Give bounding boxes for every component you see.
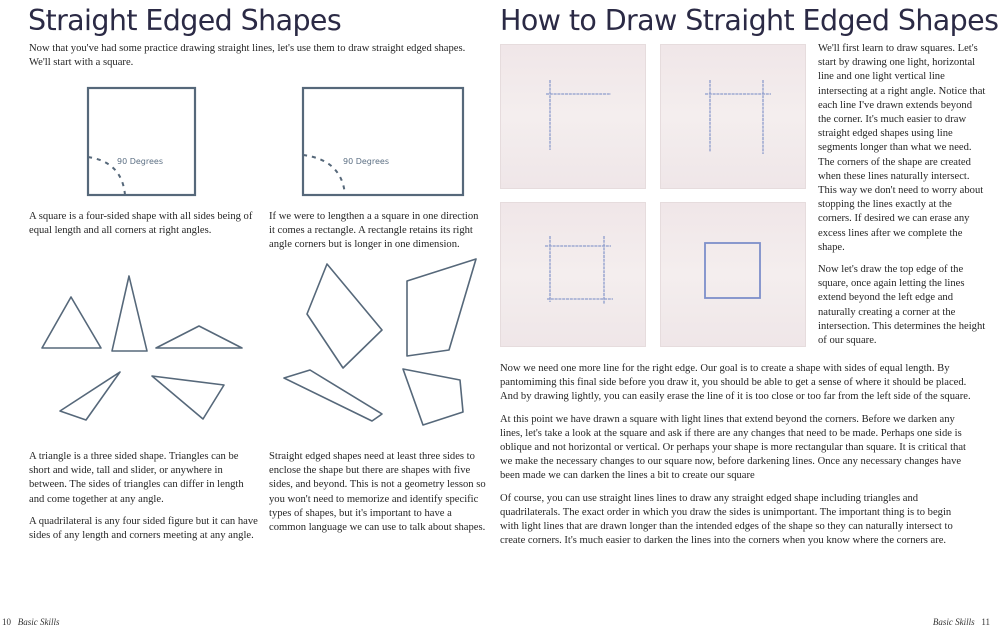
darkened-square-step-4: [660, 202, 806, 347]
quad-sliver: [284, 370, 382, 421]
equilateral-triangle: [42, 297, 101, 348]
pencil-lines-step-3: [500, 202, 646, 347]
pencil-lines-step-1: [500, 44, 646, 189]
obtuse-triangle: [152, 376, 224, 419]
wide-triangle: [156, 326, 242, 348]
sidebar-text: [818, 42, 986, 356]
triangle-caption-text: A triangle is a three sided shape. Triangles can be short and wide, tall and slider, or anywhere in between. The sides of triangles can differ in length and come together at any angle.: [29, 451, 244, 505]
square-caption-text: A square is a four-sided shape with all sides being of equal length and all corners at right angles.: [29, 211, 253, 237]
step-photo-1: [500, 44, 646, 189]
pencil-lines-step-2: [660, 44, 806, 189]
right-page-title: How to Draw Straight Edged Shapes: [500, 4, 999, 37]
section-name: Basic Skills: [932, 617, 975, 627]
step-photo-4: [660, 202, 806, 347]
shapes-caption: [269, 450, 491, 543]
shapes-caption-text: Straight edged shapes need at least three sides to enclose the shape but there are shapes with five sides, and beyond. This is not a geometry lesson so you won't need to memorize and identify specific types of shapes, but it's important to have a common language we can use to talk about shapes.: [269, 451, 486, 534]
quad-trapezoid: [407, 259, 476, 356]
quad-kite: [307, 264, 382, 368]
left-page-title: Straight Edged Shapes: [28, 4, 342, 37]
sidebar-paragraph: Now let's draw the top edge of the square, once again letting the lines extend beyond the left edge and naturally creating a corner at the intersection. This determines the height of our square.: [818, 264, 986, 347]
quadrilateral-caption-text: A quadrilateral is any four sided figure but it can have sides of any length and corners meeting at any angle.: [29, 515, 258, 542]
body-paragraph: At this point we have drawn a square with light lines that extend beyond the corners. Before we darken any lines, let's take a look at the square and ask if there are any changes that need to be made. Perhaps one side is oblique and not horizontal or vertical. Or perhaps your shape is more rectangular than square. It is critical that we make the necessary changes to our square now, before darkening lines. Once any necessary changes have been made we can darken the lines a bit to create our square: [500, 413, 966, 482]
triangles-diagram: [20, 250, 260, 440]
angle-label: 90 Degrees: [117, 157, 164, 166]
tall-triangle: [112, 276, 147, 351]
step-photo-2: [660, 44, 806, 189]
acute-triangle: [60, 372, 120, 420]
right-folio: [933, 617, 990, 627]
left-folio: [2, 617, 60, 627]
page-number: 10: [2, 617, 11, 627]
quad-irregular: [403, 369, 463, 425]
quadrilaterals-diagram: [260, 250, 495, 440]
triangle-quad-captions: [29, 450, 259, 551]
left-intro-text: [29, 42, 484, 78]
section-name: Basic Skills: [17, 617, 60, 627]
body-paragraph: Of course, you can use straight lines lines to draw any straight edged shape including triangles and quadrilaterals. The exact order in which you draw the sides is unimportant. The important thing is to begin with light lines that are drawn longer than the intended edges of the shape so they can naturally intersect to create corners. It's much easier to darken the lines into the corners when you know where the corners are.: [500, 492, 953, 547]
right-body-text: [500, 362, 972, 556]
step-photo-3: [500, 202, 646, 347]
rectangle-diagram: [301, 86, 466, 198]
rectangle-caption-text: If we were to lengthen a a square in one direction it comes a rectangle. A rectangle retains its right angle corners but is longer in one dimension.: [269, 211, 479, 251]
sidebar-paragraph: We'll first learn to draw squares. Let's start by drawing one light, horizontal line and one light vertical line intersecting at a right angle. Notice that each line I've drawn extends beyond the corner. It's much easier to draw straight edged shapes using line segments longer than what we need. The corners of the shape are created when these lines naturally intersect. This way we don't need to worry about stopping the lines exactly at the corners. If desired we can erase any excess lines after we complete the shape.: [818, 43, 986, 253]
square-diagram: [86, 86, 198, 198]
square-caption: [29, 210, 259, 246]
body-paragraph: Now we need one more line for the right edge. Our goal is to create a shape with sides of equal length. By pantomiming this final side before you draw it, you should be able to get a sense of where it should be placed. And by drawing lightly, you can easily erase the line of it is too close or too far from the left side of the square.: [500, 363, 971, 403]
angle-label: 90 Degrees: [343, 157, 390, 166]
page-number: 11: [981, 617, 990, 627]
intro-paragraph: Now that you've had some practice drawing straight lines, let's use them to draw straight edged shapes. We'll start with a square.: [29, 43, 466, 69]
